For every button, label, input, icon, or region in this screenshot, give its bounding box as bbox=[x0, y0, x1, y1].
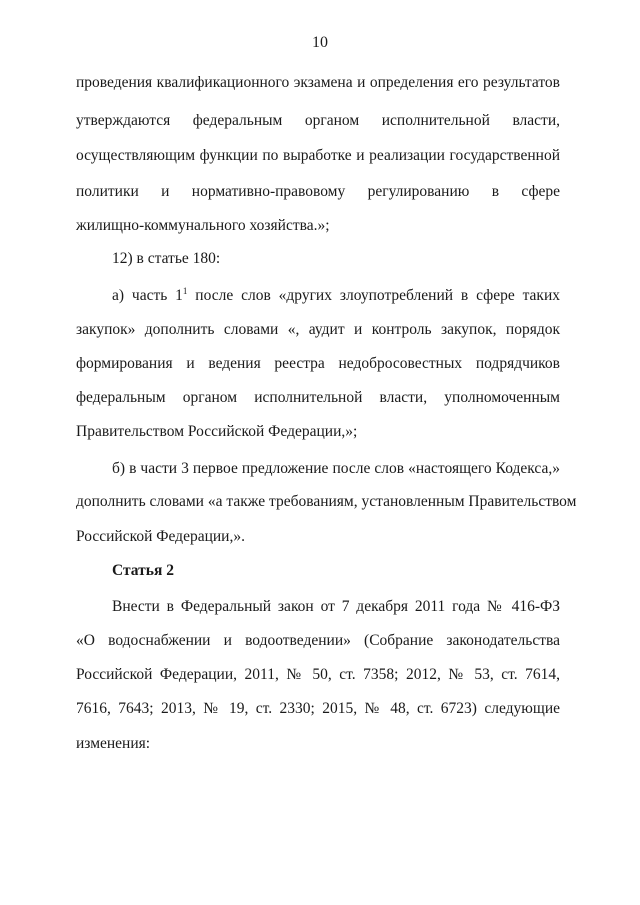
text-line-17: «О водоснабжении и водоотведении» (Собрание законодательства bbox=[76, 632, 560, 649]
text-line-8: закупок» дополнить словами «, аудит и контроль закупок, порядок bbox=[76, 321, 560, 338]
page-number: 10 bbox=[312, 34, 328, 51]
item-a-part-label: а) часть 1 bbox=[112, 287, 183, 304]
text-line-4: политики и нормативно-правовому регулированию в сфере bbox=[76, 183, 560, 200]
text-line-18: Российской Федерации, 2011, № 50, ст. 7358; 2012, № 53, ст. 7614, bbox=[76, 666, 560, 683]
article-2-line-1: Внести в Федеральный закон от 7 декабря 2011 года № 416-ФЗ bbox=[112, 598, 560, 615]
text-line-3: осуществляющим функции по выработке и реализации государственной bbox=[76, 147, 560, 164]
text-line-2: утверждаются федеральным органом исполнительной власти, bbox=[76, 112, 560, 129]
text-line-14: Российской Федерации,». bbox=[76, 528, 245, 545]
text-line-20: изменения: bbox=[76, 735, 151, 752]
text-line-10: федеральным органом исполнительной власти, уполномоченным bbox=[76, 389, 560, 406]
item-12-heading: 12) в статье 180: bbox=[112, 250, 221, 267]
item-a-text: после слов «других злоупотреблений в сфере таких bbox=[195, 287, 560, 304]
text-line-1: проведения квалификационного экзамена и определения его результатов bbox=[76, 74, 560, 91]
superscript-1: 1 bbox=[182, 286, 188, 296]
text-line-11: Правительством Российской Федерации,»; bbox=[76, 423, 358, 440]
item-a-line-1 bbox=[112, 286, 560, 306]
article-2-heading: Статья 2 bbox=[112, 562, 174, 579]
item-b-line-1: б) в части 3 первое предложение после слов «настоящего Кодекса,» bbox=[112, 460, 560, 477]
text-line-13: дополнить словами «а также требованиям, установленным Правительством bbox=[76, 493, 577, 510]
text-line-5: жилищно-коммунального хозяйства.»; bbox=[76, 217, 330, 234]
text-line-9: формирования и ведения реестра недобросовестных подрядчиков bbox=[76, 355, 560, 372]
text-line-19: 7616, 7643; 2013, № 19, ст. 2330; 2015, № 48, ст. 6723) следующие bbox=[76, 700, 560, 717]
